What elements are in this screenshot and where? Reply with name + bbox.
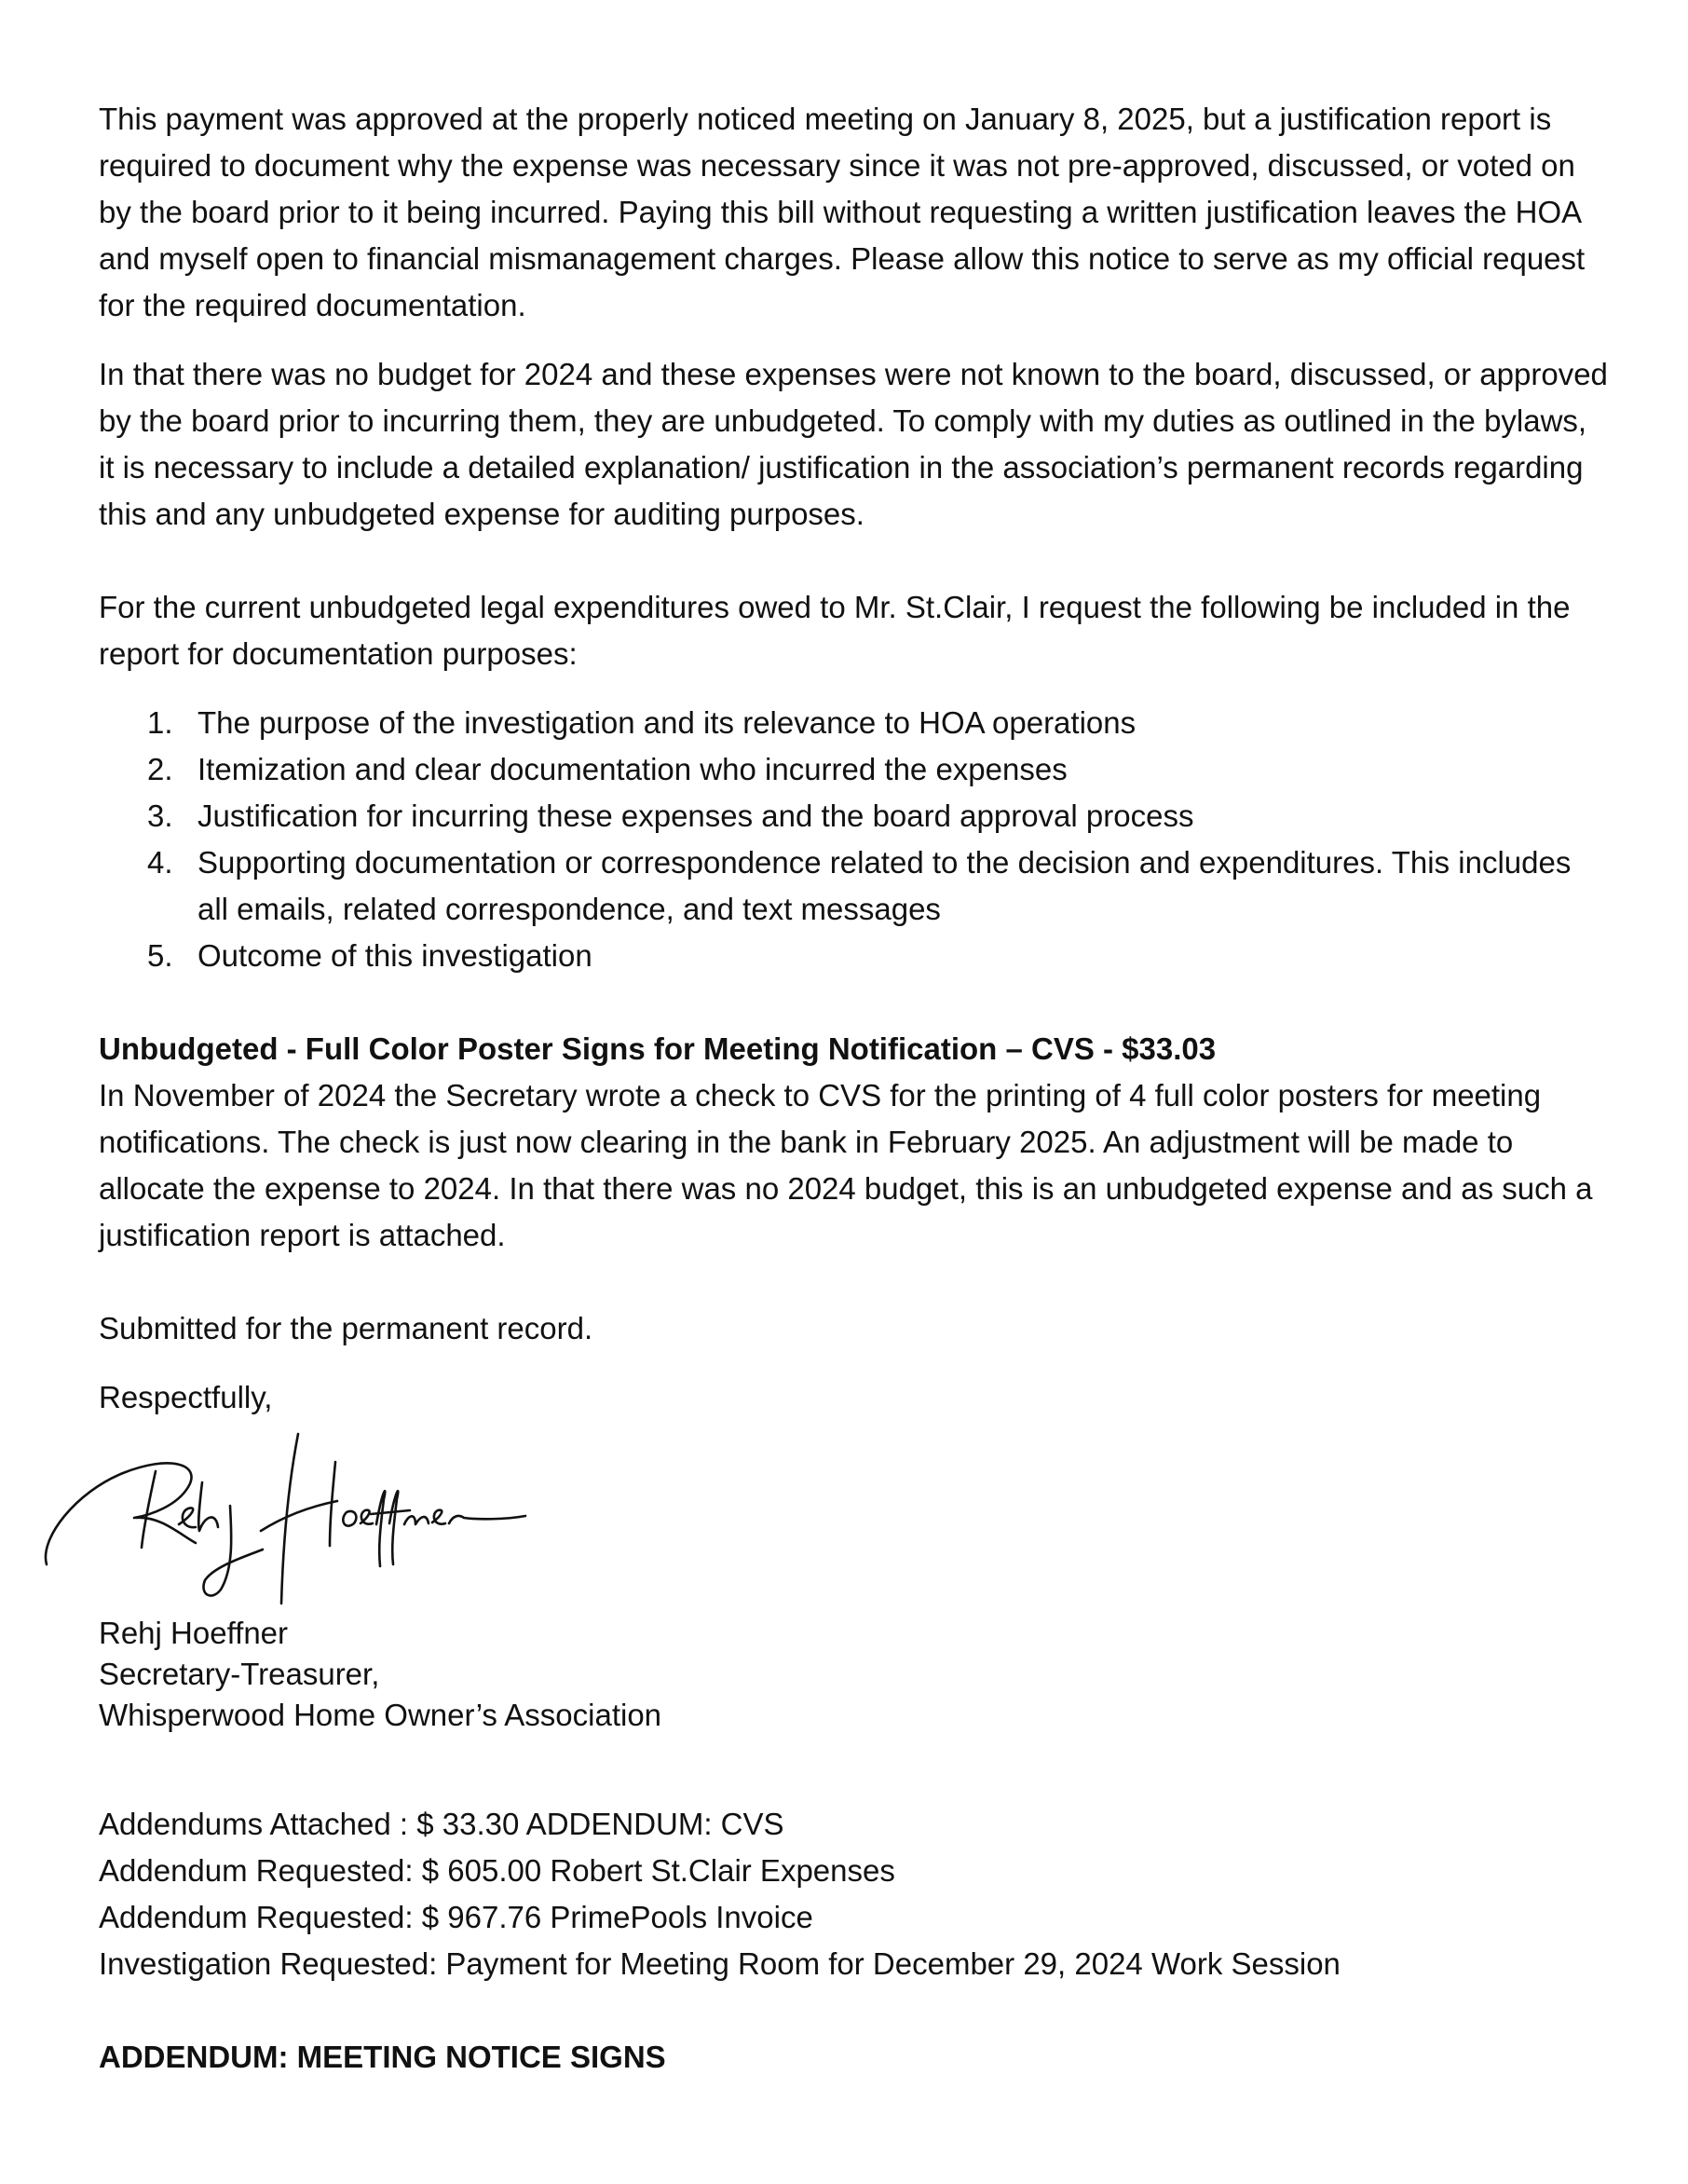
- list-item-text: Itemization and clear documentation who incurred the expenses: [197, 752, 1068, 786]
- paragraph-approval-justification: This payment was approved at the properly noticed meeting on January 8, 2025, but a justification report is required to document why the expense was necessary since it was not pre-approved, discussed, or voted on by the board prior to it being incurred. Paying this bill without requesting a written justification leaves the HOA and myself open to financial mismanagement charges. Please allow this notice to serve as my official request for the required documentation.: [99, 102, 1586, 322]
- handwritten-signature: [39, 1426, 561, 1613]
- addendum-line: Addendum Requested: $ 967.76 PrimePools Invoice: [99, 1900, 813, 1934]
- list-item: [99, 700, 1608, 746]
- list-number: 1.: [147, 705, 173, 740]
- list-item: [99, 933, 1608, 979]
- salutation: Respectfully,: [99, 1380, 273, 1414]
- list-item-text: The purpose of the investigation and its relevance to HOA operations: [197, 705, 1137, 740]
- signer-title: Secretary-Treasurer,: [99, 1657, 380, 1691]
- list-number: 3.: [147, 799, 173, 833]
- cvs-section-heading: Unbudgeted - Full Color Poster Signs for Meeting Notification – CVS - $33.03: [99, 1031, 1217, 1066]
- list-number: 4.: [147, 845, 173, 880]
- list-item: [99, 839, 1608, 933]
- list-item: [99, 793, 1608, 839]
- paragraph-legal-request: For the current unbudgeted legal expenditures owed to Mr. St.Clair, I request the following be included in the report for documentation purposes:: [99, 590, 1571, 671]
- list-item-text: Outcome of this investigation: [197, 938, 592, 973]
- submitted-line: Submitted for the permanent record.: [99, 1311, 593, 1345]
- signer-organization: Whisperwood Home Owner’s Association: [99, 1698, 662, 1732]
- list-item: [99, 746, 1608, 793]
- request-list: [99, 700, 1608, 979]
- addendum-line: Investigation Requested: Payment for Meeting Room for December 29, 2024 Work Session: [99, 1946, 1341, 1981]
- signature-block: [99, 1613, 1608, 1736]
- list-item-text: Justification for incurring these expenses and the board approval process: [197, 799, 1194, 833]
- addendum-line: Addendums Attached : $ 33.30 ADDENDUM: CVS: [99, 1807, 784, 1841]
- document-page: [99, 96, 1608, 2081]
- list-item-text: Supporting documentation or correspondence related to the decision and expenditures. This includes all emails, related correspondence, and text messages: [197, 845, 1572, 926]
- signer-name: Rehj Hoeffner: [99, 1616, 289, 1650]
- list-number: 5.: [147, 938, 173, 973]
- addendum-heading: ADDENDUM: MEETING NOTICE SIGNS: [99, 2040, 666, 2074]
- cvs-section-body: In November of 2024 the Secretary wrote a check to CVS for the printing of 4 full color posters for meeting notifications. The check is just now clearing in the bank in February 2025. An adjustment will be made to allocate the expense to 2024. In that there was no 2024 budget, this is an unbudgeted expense and as such a justification report is attached.: [99, 1078, 1593, 1252]
- signature-graphic: [39, 1426, 561, 1613]
- list-number: 2.: [147, 752, 173, 786]
- addenda-list: [99, 1801, 1608, 1987]
- paragraph-unbudgeted-explanation: In that there was no budget for 2024 and these expenses were not known to the board, discussed, or approved by the board prior to incurring them, they are unbudgeted. To comply with my duties as outlined in the bylaws, it is necessary to include a detailed explanation/ justification in the association’s permanent records regarding this and any unbudgeted expense for auditing purposes.: [99, 357, 1608, 531]
- addendum-line: Addendum Requested: $ 605.00 Robert St.Clair Expenses: [99, 1853, 895, 1888]
